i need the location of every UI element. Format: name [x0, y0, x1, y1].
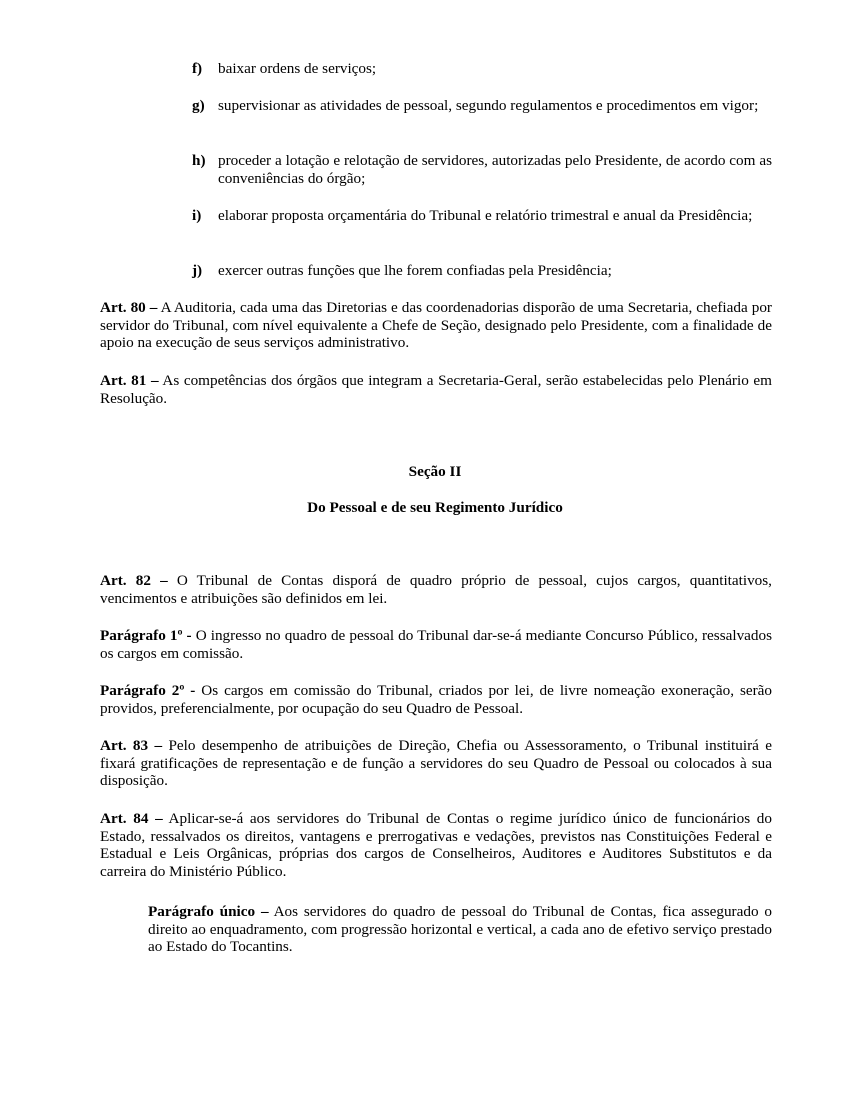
list-item-g — [192, 97, 772, 115]
section-title: Seção II — [408, 463, 462, 480]
list-item-i — [192, 207, 772, 225]
article-text: A Auditoria, cada uma das Diretorias e das coordenadorias disporão de uma Secretaria, chefiada por servidor do Tribunal, com nível equivalente a Chefe de Seção, designado pelo Presidente, com a finalidade de apoio na execução de seus serviços administrativo. — [100, 299, 772, 351]
list-item-f — [192, 60, 772, 78]
item-letter: f) — [192, 60, 203, 77]
article-82 — [100, 572, 772, 607]
article-text: As competências dos órgãos que integram a Secretaria-Geral, serão estabelecidas pelo Plenário em Resolução. — [100, 372, 772, 407]
article-label: Art. 83 – — [100, 737, 163, 754]
item-text: elaborar proposta orçamentária do Tribunal e relatório trimestral e anual da Presidência; — [218, 207, 753, 224]
article-label: Art. 82 – — [100, 572, 168, 589]
list-item-j — [192, 262, 772, 280]
item-letter: j) — [192, 262, 203, 279]
paragraph-text: O ingresso no quadro de pessoal do Tribunal dar-se-á mediante Concurso Público, ressalvados os cargos em comissão. — [100, 627, 772, 662]
item-letter: i) — [192, 207, 202, 224]
paragraph-text: Aos servidores do quadro de pessoal do Tribunal de Contas, fica assegurado o direito ao enquadramento, com progressão horizontal e vertical, a cada ano de efetivo serviço prestado ao Estado do Tocantins. — [148, 903, 772, 955]
paragraph-unico — [148, 903, 772, 956]
article-label: Art. 81 – — [100, 372, 159, 389]
paragraph-label: Parágrafo 2º - — [100, 682, 196, 699]
article-81 — [100, 372, 772, 407]
item-text: supervisionar as atividades de pessoal, segundo regulamentos e procedimentos em vigor; — [218, 97, 759, 114]
item-letter: g) — [192, 97, 205, 114]
article-84 — [100, 810, 772, 880]
article-label: Art. 84 – — [100, 810, 163, 827]
list-item-h — [192, 152, 772, 187]
item-text: exercer outras funções que lhe forem confiadas pela Presidência; — [218, 262, 612, 279]
item-text: proceder a lotação e relotação de servidores, autorizadas pelo Presidente, de acordo com as conveniências do órgão; — [218, 152, 772, 187]
paragraph-label: Parágrafo único – — [148, 903, 269, 920]
article-80 — [100, 299, 772, 352]
paragraph-text: Os cargos em comissão do Tribunal, criados por lei, de livre nomeação exoneração, serão providos, preferencialmente, por ocupação do seu Quadro de Pessoal. — [100, 682, 772, 717]
article-text: Pelo desempenho de atribuições de Direção, Chefia ou Assessoramento, o Tribunal instituirá e fixará gratificações de representação e de função a servidores do seu Quadro de Pessoal ou colocados à sua disposição. — [100, 737, 772, 789]
article-text: O Tribunal de Contas disporá de quadro próprio de pessoal, cujos cargos, quantitativos, vencimentos e atribuições são definidos em lei. — [100, 572, 772, 607]
paragraph-2 — [100, 682, 772, 717]
paragraph-label: Parágrafo 1º - — [100, 627, 192, 644]
article-label: Art. 80 – — [100, 299, 158, 316]
paragraph-1 — [100, 627, 772, 662]
article-83 — [100, 737, 772, 790]
item-text: baixar ordens de serviços; — [218, 60, 377, 77]
item-letter: h) — [192, 152, 206, 169]
section-subtitle: Do Pessoal e de seu Regimento Jurídico — [307, 499, 563, 516]
article-text: Aplicar-se-á aos servidores do Tribunal de Contas o regime jurídico único de funcionários do Estado, ressalvados os direitos, vantagens e prerrogativas e vedações, previstos nas Constituições Federal e Estadual e Leis Orgânicas, próprias dos cargos de Conselheiros, Auditores e Auditores Substitutos e da carreira do Ministério Público. — [100, 810, 772, 880]
